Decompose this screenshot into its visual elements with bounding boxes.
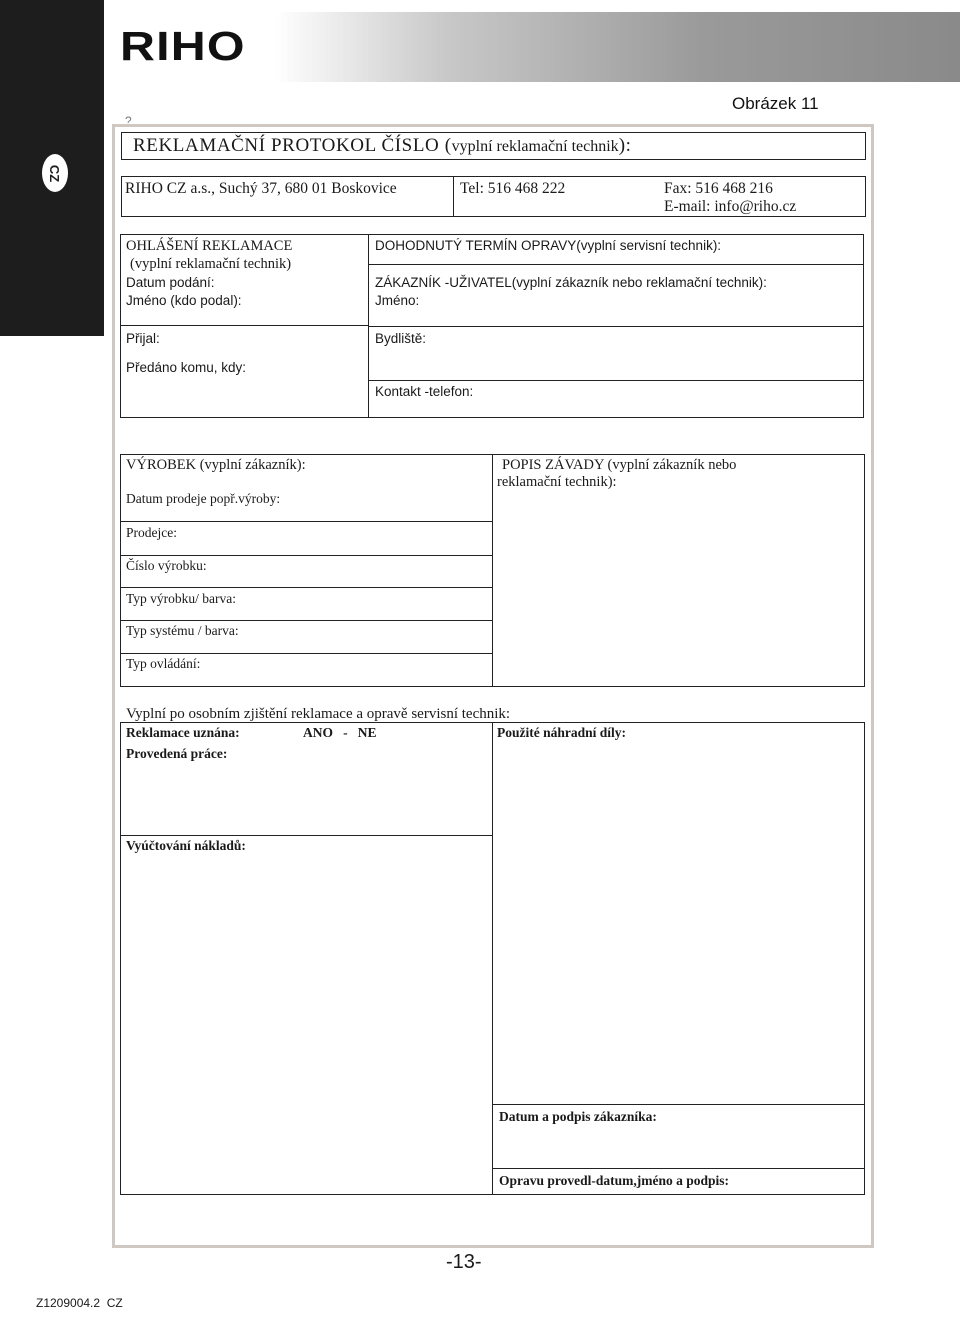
company-divider bbox=[453, 176, 454, 217]
spare-parts-label: Použité náhradní díly: bbox=[497, 725, 627, 740]
service-divider bbox=[492, 722, 493, 1195]
control-type-label: Typ ovládání: bbox=[126, 656, 201, 671]
product-rule-5 bbox=[120, 653, 492, 654]
company-email: E-mail: info@riho.cz bbox=[664, 198, 797, 215]
customer-heading: ZÁKAZNÍK -UŽIVATEL(vyplní zákazník nebo reklamační technik): bbox=[375, 275, 767, 290]
claim-subheading: (vyplní reklamační technik) bbox=[130, 256, 292, 272]
document-code: Z1209004.2 CZ bbox=[36, 1296, 123, 1310]
company-address: RIHO CZ a.s., Suchý 37, 680 01 Boskovice bbox=[125, 180, 397, 197]
company-tel: Tel: 516 468 222 bbox=[460, 180, 566, 197]
product-type-label: Typ výrobku/ barva: bbox=[126, 591, 237, 606]
system-type-label: Typ systému / barva: bbox=[126, 623, 239, 638]
riho-logo: RIHO bbox=[120, 23, 246, 69]
language-code: CZ bbox=[47, 164, 63, 182]
claim-left-rule bbox=[120, 325, 368, 326]
customer-name-rule bbox=[368, 326, 864, 327]
work-done-label: Provedená práce: bbox=[126, 746, 228, 761]
defect-heading-2: reklamační technik): bbox=[497, 474, 617, 490]
title-sub: vyplní reklamační technik bbox=[451, 138, 619, 155]
stray-mark: ? bbox=[125, 114, 132, 128]
product-sale-date-label: Datum prodeje popř.výroby: bbox=[126, 491, 281, 506]
costs-label: Vyúčtování nákladů: bbox=[126, 838, 246, 853]
repair-rule bbox=[368, 264, 864, 265]
customer-contact-label: Kontakt -telefon: bbox=[375, 384, 474, 399]
claim-accepted-label: Reklamace uznána: bbox=[126, 725, 240, 740]
customer-sign-rule bbox=[492, 1104, 865, 1105]
service-work-rule bbox=[120, 835, 492, 836]
company-fax: Fax: 516 468 216 bbox=[664, 180, 773, 197]
product-heading: VÝROBEK (vyplní zákazník): bbox=[126, 457, 306, 473]
customer-address-rule bbox=[368, 380, 864, 381]
repair-date-label: DOHODNUTÝ TERMÍN OPRAVY(vyplní servisní technik): bbox=[375, 238, 722, 253]
claim-date-label: Datum podání: bbox=[126, 275, 215, 290]
service-heading: Vyplní po osobním zjištění reklamace a opravě servisní technik: bbox=[126, 706, 511, 722]
language-badge bbox=[40, 152, 70, 194]
figure-label: Obrázek 11 bbox=[732, 94, 819, 113]
claim-received-label: Přijal: bbox=[126, 331, 160, 346]
product-rule-4 bbox=[120, 620, 492, 621]
product-divider bbox=[492, 454, 493, 687]
claim-handed-label: Předáno komu, kdy: bbox=[126, 360, 247, 375]
form-title bbox=[133, 135, 632, 157]
customer-sign-label: Datum a podpis zákazníka: bbox=[499, 1109, 657, 1124]
claim-accepted-options: ANO - NE bbox=[303, 725, 377, 740]
technician-sign-rule bbox=[492, 1168, 865, 1169]
claim-name-label: Jméno (kdo podal): bbox=[126, 293, 242, 308]
customer-name-label: Jméno: bbox=[375, 293, 420, 308]
product-number-label: Číslo výrobku: bbox=[126, 558, 207, 573]
product-seller-label: Prodejce: bbox=[126, 525, 177, 540]
product-rule-1 bbox=[120, 521, 492, 522]
defect-heading-1: POPIS ZÁVADY (vyplní zákazník nebo bbox=[502, 457, 737, 473]
claim-heading: OHLÁŠENÍ REKLAMACE bbox=[126, 238, 293, 254]
title-main: REKLAMAČNÍ PROTOKOL ČÍSLO ( bbox=[133, 135, 452, 156]
product-rule-3 bbox=[120, 587, 492, 588]
product-rule-2 bbox=[120, 555, 492, 556]
title-end: ): bbox=[618, 135, 632, 156]
customer-address-label: Bydliště: bbox=[375, 331, 427, 346]
technician-sign-label: Opravu provedl-datum,jméno a podpis: bbox=[499, 1173, 730, 1188]
page-number: -13- bbox=[446, 1251, 482, 1273]
